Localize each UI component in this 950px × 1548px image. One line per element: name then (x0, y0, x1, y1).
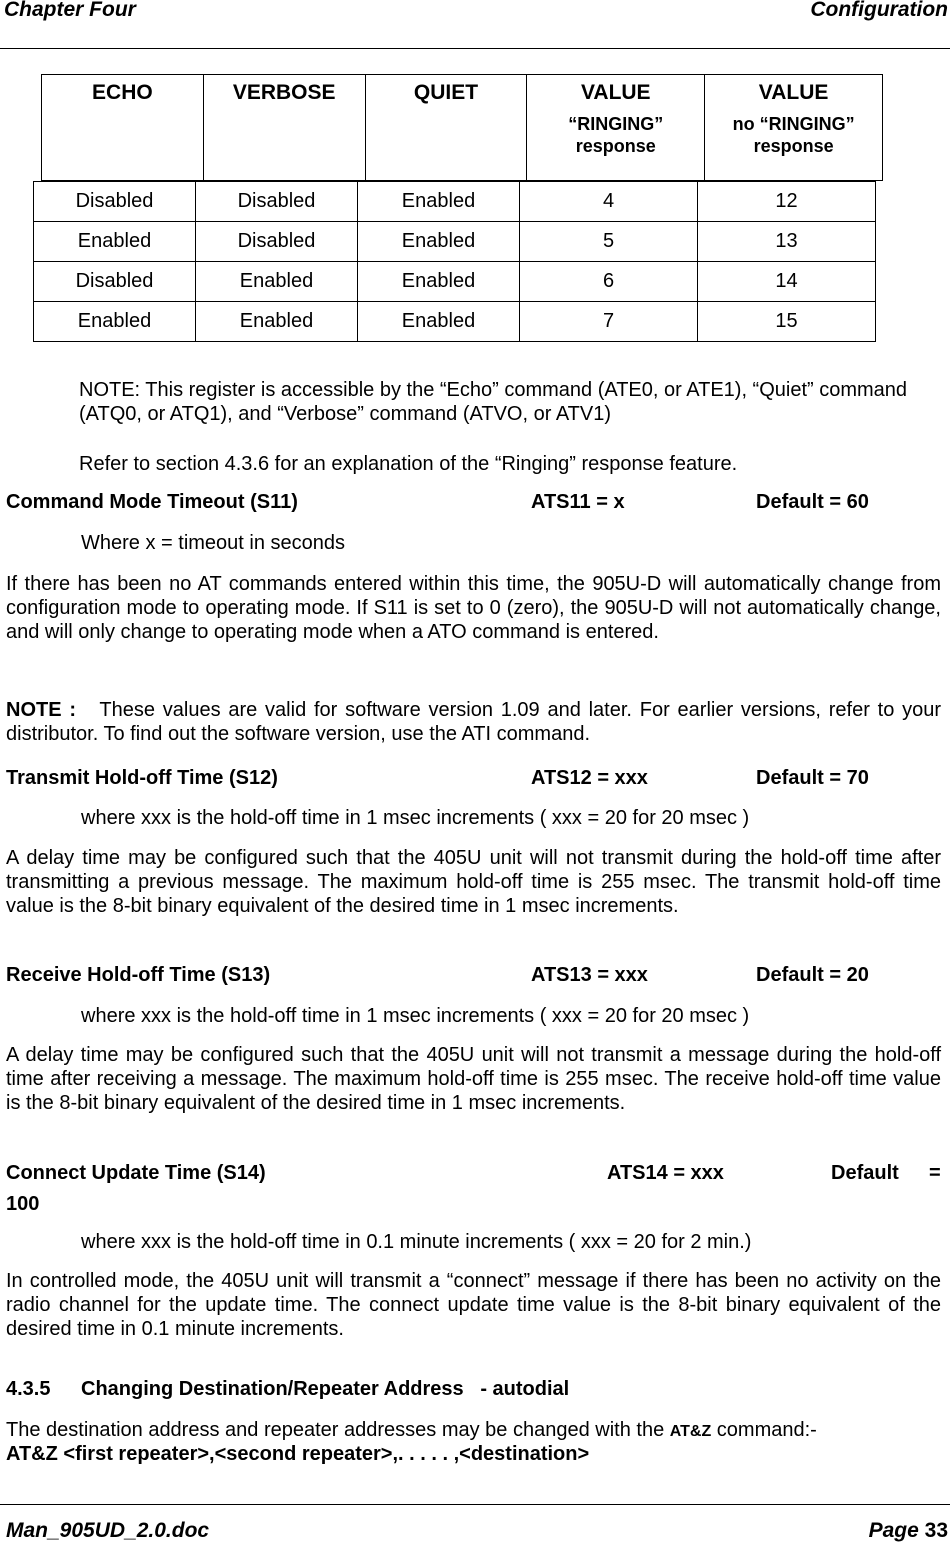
note-text: These values are valid for software version 1.09 and later. For earlier versions, refer to your distributor. To find out the software version, use the ATI command. (6, 699, 942, 745)
table-cell: Enabled (358, 182, 520, 222)
refer-note: Refer to section 4.3.6 for an explanation of the “Ringing” response feature. (79, 453, 738, 475)
table-cell: 6 (520, 262, 698, 302)
software-version-note (6, 698, 941, 746)
document-name: Man_905UD_2.0.doc (6, 1519, 210, 1542)
s14-command: ATS14 = xxx (607, 1162, 724, 1184)
atz-command: AT&Z (669, 1423, 712, 1440)
table-cell: Enabled (196, 262, 358, 302)
table-cell: Enabled (358, 302, 520, 342)
s13-default: Default = 20 (756, 964, 869, 986)
col-header-value-ringing: VALUE “RINGING” response (527, 75, 705, 181)
col-header-echo: ECHO (42, 75, 204, 181)
footer-divider (0, 1504, 950, 1505)
s11-command: ATS11 = x (531, 491, 625, 513)
table-cell: Disabled (34, 182, 196, 222)
header-divider (0, 48, 950, 49)
table-cell: Enabled (34, 302, 196, 342)
table-body (33, 181, 876, 342)
s12-command: ATS12 = xxx (531, 767, 648, 789)
table-cell: 4 (520, 182, 698, 222)
s14-description: In controlled mode, the 405U unit will transmit a “connect” message if there has been no activity on the radio channel for the update time. The connect update time value is the 8-bit binary equivalent of the desired time in 0.1 minute increments. (6, 1270, 941, 1340)
s12-where: where xxx is the hold-off time in 1 msec increments ( xxx = 20 for 20 msec ) (81, 807, 750, 829)
col-header-quiet: QUIET (365, 75, 527, 181)
col-header-verbose: VERBOSE (203, 75, 365, 181)
s13-where: where xxx is the hold-off time in 1 msec increments ( xxx = 20 for 20 msec ) (81, 1005, 750, 1027)
s14-title: Connect Update Time (S14) (6, 1162, 266, 1184)
table-row (34, 262, 876, 302)
section-number: 4.3.5 (6, 1378, 51, 1400)
s13-title: Receive Hold-off Time (S13) (6, 964, 271, 986)
s12-title: Transmit Hold-off Time (S12) (6, 767, 278, 789)
s13-description: A delay time may be configured such that the 405U unit will not transmit a message during the hold-off time after receiving a message. The maximum hold-off time is 255 msec. The receive hold-off time value is the 8-bit binary equivalent of the desired time in 1 msec increments. (6, 1044, 941, 1114)
table-row (34, 222, 876, 262)
table-cell: 13 (698, 222, 876, 262)
table-cell: 5 (520, 222, 698, 262)
s11-default: Default = 60 (756, 491, 869, 513)
table-cell: 12 (698, 182, 876, 222)
section-title: Configuration (810, 0, 948, 21)
table-cell: Enabled (196, 302, 358, 342)
table-header (41, 74, 883, 181)
table-cell: 15 (698, 302, 876, 342)
table-cell: 14 (698, 262, 876, 302)
table-cell: 7 (520, 302, 698, 342)
table-row (34, 302, 876, 342)
s11-description: If there has been no AT commands entered within this time, the 905U-D will automatically change from configuration mode to operating mode. If S11 is set to 0 (zero), the 905U-D will not automatically change, and will only change to operating mode when a ATO command is entered. (6, 573, 941, 643)
s11-title: Command Mode Timeout (S11) (6, 491, 298, 513)
s11-where: Where x = timeout in seconds (81, 532, 346, 554)
table-row (34, 182, 876, 222)
table-cell: Enabled (358, 222, 520, 262)
note-label: NOTE : (6, 699, 77, 721)
section-heading: Changing Destination/Repeater Address - autodial (81, 1378, 570, 1400)
table-cell: Disabled (196, 182, 358, 222)
s14-default-value: 100 (6, 1193, 40, 1215)
page-number: Page 33 (868, 1519, 948, 1542)
chapter-title: Chapter Four (4, 0, 136, 21)
table-cell: Enabled (358, 262, 520, 302)
register-note: NOTE: This register is accessible by the “Echo” command (ATE0, or ATE1), “Quiet” command (ATQ0, or ATQ1), and “Verbose” command (ATVO, or ATV1) (79, 379, 908, 425)
atz-syntax: AT&Z <first repeater>,<second repeater>,. . . . . ,<destination> (6, 1443, 590, 1465)
s12-default: Default = 70 (756, 767, 869, 789)
table-cell: Enabled (34, 222, 196, 262)
table-cell: Disabled (34, 262, 196, 302)
s14-default-equals: = (929, 1162, 941, 1184)
s13-command: ATS13 = xxx (531, 964, 648, 986)
table-cell: Disabled (196, 222, 358, 262)
s12-description: A delay time may be configured such that the 405U unit will not transmit during the hold-off time after transmitting a previous message. The maximum hold-off time is 255 msec. The transmit hold-off time value is the 8-bit binary equivalent of the desired time in 1 msec increments. (6, 847, 941, 917)
col-header-value-no-ringing: VALUE no “RINGING” response (705, 75, 883, 181)
sec435-description: The destination address and repeater addresses may be changed with the AT&Z command:- (6, 1419, 817, 1441)
s14-default-label: Default (831, 1162, 899, 1184)
s14-where: where xxx is the hold-off time in 0.1 minute increments ( xxx = 20 for 2 min.) (81, 1231, 752, 1253)
